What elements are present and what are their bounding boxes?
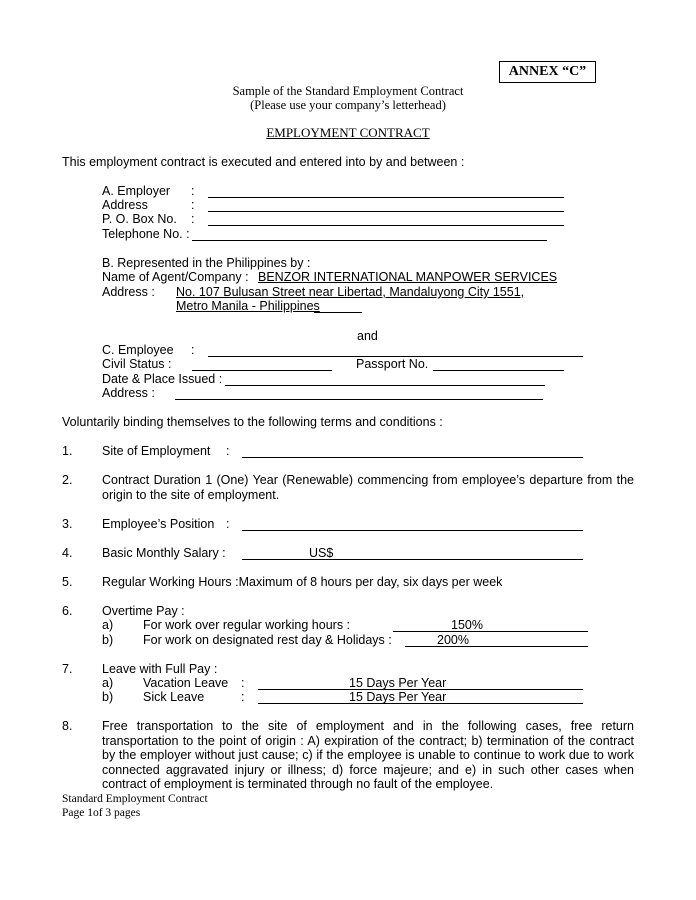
intro-text: This employment contract is executed and entered into by and between : (62, 155, 465, 169)
salary-currency: US$ (309, 546, 334, 560)
position-colon: : (226, 517, 230, 531)
sick-colon: : (241, 690, 245, 704)
employee-address-label: Address : (102, 386, 155, 400)
position-field-line[interactable] (242, 530, 583, 531)
employer-address-label: Address (102, 198, 148, 212)
overtime-b-letter: b) (102, 633, 114, 647)
page-title: EMPLOYMENT CONTRACT (266, 125, 430, 140)
overtime-a-label: For work over regular working hours : (143, 618, 351, 632)
employee-label: C. Employee (102, 343, 174, 357)
vacation-label: Vacation Leave (143, 676, 229, 690)
term-8-number: 8. (62, 719, 73, 733)
sick-letter: b) (102, 690, 114, 704)
transportation-text: Free transportation to the site of employment and in the following cases, free return transportation to the point of origin : A) expiration of the contract; b) termination of the contract by the employer without just cause; c) if the employee is unable to continue to work due to work connected aggravated injury or illness; d) force majeure; and e) in such other cases when contract of employment is terminated through no fault of the employee. (102, 719, 634, 792)
vacation-value: 15 Days Per Year (349, 676, 447, 690)
employer-address-colon: : (191, 198, 195, 212)
overtime-b-field-line[interactable] (405, 646, 588, 647)
position-label: Employee’s Position (102, 517, 215, 531)
term-2-number: 2. (62, 473, 73, 487)
agent-label: Name of Agent/Company : (102, 270, 249, 284)
leave-label: Leave with Full Pay : (102, 662, 218, 676)
sick-value: 15 Days Per Year (349, 690, 447, 704)
agent-address-label: Address : (102, 285, 155, 299)
salary-label: Basic Monthly Salary : (102, 546, 226, 560)
employee-address-field-line[interactable] (175, 399, 543, 400)
civil-status-label: Civil Status : (102, 357, 172, 371)
footer-title: Standard Employment Contract (62, 793, 208, 805)
overtime-b-value: 200% (437, 633, 469, 647)
pobox-colon: : (191, 212, 195, 226)
term-3-number: 3. (62, 517, 73, 531)
telephone-field-line[interactable] (192, 240, 547, 241)
passport-label: Passport No. (356, 357, 429, 371)
vacation-letter: a) (102, 676, 114, 690)
telephone-label: Telephone No. : (102, 227, 190, 241)
passport-field-line[interactable] (433, 370, 564, 371)
site-label: Site of Employment (102, 444, 211, 458)
salary-field-line[interactable] (242, 559, 583, 560)
letterhead-note: (Please use your company’s letterhead) (250, 98, 446, 112)
date-place-label: Date & Place Issued : (102, 372, 223, 386)
agent-address-line2: Metro Manila - Philippines (176, 299, 320, 313)
binding-text: Voluntarily binding themselves to the following terms and conditions : (62, 415, 443, 429)
term-6-number: 6. (62, 604, 73, 618)
footer-page-number: Page 1of 3 pages (62, 807, 141, 819)
sick-label: Sick Leave (143, 690, 205, 704)
represented-heading: B. Represented in the Philippines by : (102, 256, 311, 270)
agent-address-line1: No. 107 Bulusan Street near Libertad, Mandaluyong City 1551, (176, 285, 525, 299)
employer-label: A. Employer (102, 184, 171, 198)
term-1-number: 1. (62, 444, 73, 458)
date-place-field-line[interactable] (225, 385, 545, 386)
employer-address-field-line[interactable] (208, 211, 564, 212)
term-4-number: 4. (62, 546, 73, 560)
term-5-number: 5. (62, 575, 73, 589)
site-colon: : (226, 444, 230, 458)
agent-value: BENZOR INTERNATIONAL MANPOWER SERVICES (258, 270, 558, 284)
and-word: and (357, 329, 378, 343)
employer-field-line[interactable] (208, 197, 564, 198)
working-hours-text: Regular Working Hours :Maximum of 8 hours per day, six days per week (102, 575, 503, 589)
civil-status-field-line[interactable] (192, 370, 332, 371)
annex-label: ANNEX “C” (499, 61, 596, 83)
site-field-line[interactable] (242, 457, 583, 458)
agent-address-trailing-line (314, 312, 362, 313)
employee-colon: : (191, 343, 195, 357)
overtime-a-letter: a) (102, 618, 114, 632)
overtime-b-label: For work on designated rest day & Holidays : (143, 633, 392, 647)
overtime-a-field-line[interactable] (393, 631, 588, 632)
employer-colon: : (191, 184, 195, 198)
overtime-a-value: 150% (451, 618, 483, 632)
overtime-label: Overtime Pay : (102, 604, 185, 618)
vacation-colon: : (241, 676, 245, 690)
term-7-number: 7. (62, 662, 73, 676)
pobox-field-line[interactable] (208, 225, 564, 226)
contract-duration-text: Contract Duration 1 (One) Year (Renewable) commencing from employee’s departure from the origin to the site of employment. (102, 473, 634, 502)
pobox-label: P. O. Box No. (102, 212, 177, 226)
sample-line: Sample of the Standard Employment Contract (232, 84, 464, 98)
